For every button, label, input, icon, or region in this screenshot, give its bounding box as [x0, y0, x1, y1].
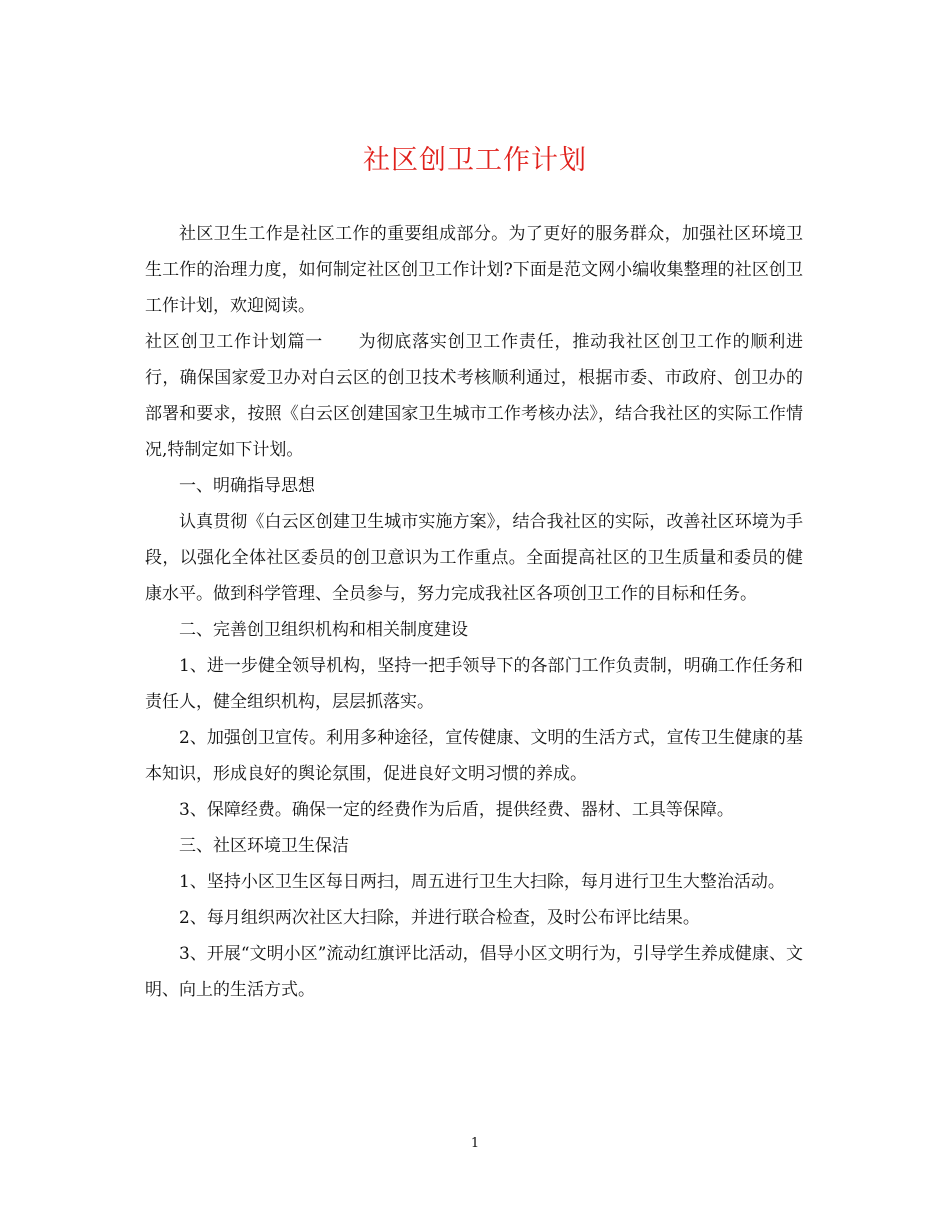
paragraph: 二、完善创卫组织机构和相关制度建设 — [179, 620, 468, 640]
paragraph: 三、社区环境卫生保洁 — [179, 836, 349, 856]
paragraph: 3、保障经费。确保一定的经费作为后盾，提供经费、器材、工具等保障。 — [179, 800, 734, 820]
paragraph: 3、开展“文明小区”流动红旗评比活动，倡导小区文明行为，引导学生养成健康、文明、向上的生活方式。 — [145, 944, 803, 1000]
document-body — [145, 216, 803, 1008]
paragraph: 社区卫生工作是社区工作的重要组成部分。为了更好的服务群众，加强社区环境卫生工作的治理力度，如何制定社区创卫工作计划?下面是范文网小编收集整理的社区创卫工作计划，欢迎阅读。 — [145, 224, 803, 316]
document-title: 社区创卫工作计划 — [363, 145, 587, 176]
paragraph: 认真贯彻《白云区创建卫生城市实施方案》，结合我社区的实际，改善社区环境为手段，以强化全体社区委员的创卫意识为工作重点。全面提高社区的卫生质量和委员的健康水平。做到科学管理、全员参与，努力完成我社区各项创卫工作的目标和任务。 — [145, 512, 803, 604]
paragraph: 社区创卫工作计划篇一 为彻底落实创卫工作责任，推动我社区创卫工作的顺利进行，确保国家爱卫办对白云区的创卫技术考核顺利通过，根据市委、市政府、创卫办的部署和要求，按照《白云区创建国家卫生城市工作考核办法》，结合我社区的实际工作情况,特制定如下计划。 — [145, 332, 803, 460]
paragraph: 2、加强创卫宣传。利用多种途径，宣传健康、文明的生活方式，宣传卫生健康的基本知识，形成良好的舆论氛围，促进良好文明习惯的养成。 — [145, 728, 803, 784]
page-number: 1 — [470, 1136, 480, 1151]
paragraph: 一、明确指导思想 — [179, 476, 315, 496]
paragraph: 1、坚持小区卫生区每日两扫，周五进行卫生大扫除，每月进行卫生大整治活动。 — [179, 872, 785, 892]
paragraph: 1、进一步健全领导机构，坚持一把手领导下的各部门工作负责制，明确工作任务和责任人，健全组织机构，层层抓落实。 — [145, 656, 803, 712]
paragraph: 2、每月组织两次社区大扫除，并进行联合检查，及时公布评比结果。 — [179, 908, 700, 928]
